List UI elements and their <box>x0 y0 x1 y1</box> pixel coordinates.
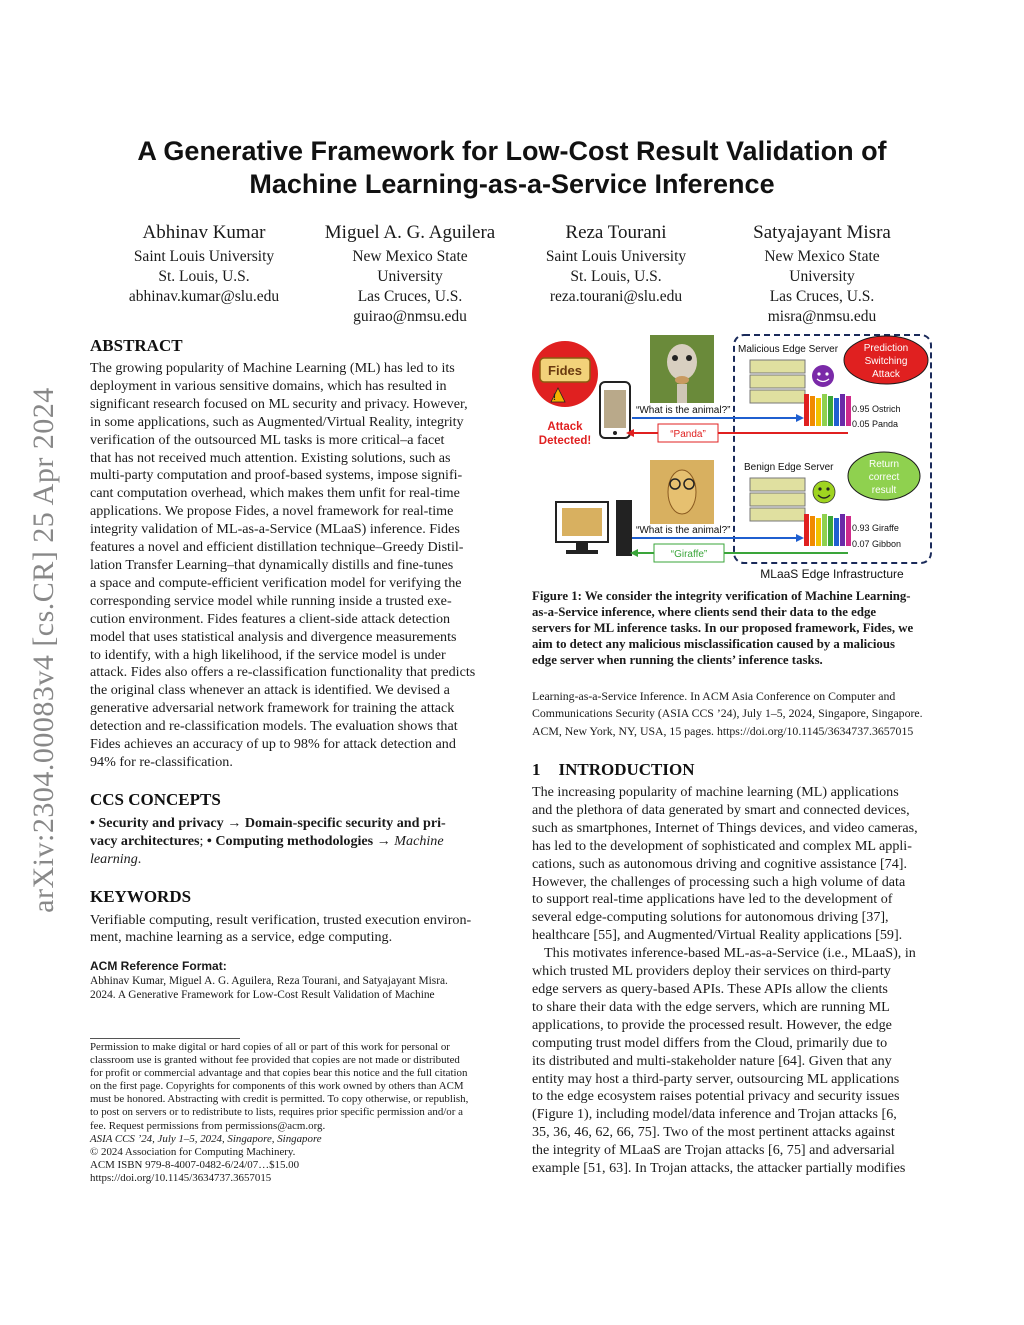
model-layer <box>804 394 809 426</box>
output-probability: 0.07 Gibbon <box>852 539 902 549</box>
malicious-server-label: Malicious Edge Server <box>738 344 839 355</box>
model-layer <box>810 396 815 426</box>
author-name: Miguel A. G. Aguilera <box>324 222 496 243</box>
response-text: “Giraffe” <box>670 549 708 560</box>
model-layer <box>846 516 851 546</box>
abstract-line: Fides achieves an accuracy of up to 98% for attack detection and <box>90 736 456 753</box>
author-block <box>516 221 716 307</box>
abstract-line: significant research focused on ML security and privacy. However, <box>90 395 468 412</box>
author-affiliation: New Mexico State <box>764 248 880 265</box>
ccs-concept: • Computing methodologies → <box>206 832 391 849</box>
abstract-line: model that uses statistical analysis and divergence measurements <box>90 628 457 645</box>
model-layer <box>834 398 839 426</box>
introduction-heading: 1 INTRODUCTION <box>532 760 695 779</box>
introduction-section <box>532 760 935 1178</box>
abstract-line: features a novel and efficient distillation technique–Greedy Distil- <box>90 539 464 556</box>
author-name: Satyajayant Misra <box>753 222 891 243</box>
svg-text:Prediction: Prediction <box>863 343 909 354</box>
author-location: Las Cruces, U.S. <box>769 288 875 305</box>
ccs-concept: • Security and privacy → Domain-specific security and pri- <box>90 814 446 831</box>
author-block <box>310 221 510 327</box>
model-layer <box>834 518 839 546</box>
figure-1-caption: Figure 1: We consider the integrity verification of Machine Learning- as-a-Service inference, where clients send their data to the edge servers for ML inference tasks. In our proposed framework, Fides, we aim to detect any malicious misclassification caused by a malicious edge server when running the clients’ inference tasks. <box>532 589 914 668</box>
model-layer <box>822 514 827 546</box>
author-block <box>722 221 922 327</box>
abstract-line: in some applications, such as Augmented/Virtual Reality, integrity <box>90 413 464 430</box>
abstract-line: 94% for re-classification. <box>90 753 233 770</box>
model-layer <box>840 514 845 546</box>
author-email: misra@nmsu.edu <box>767 308 877 325</box>
abstract-line: The growing popularity of Machine Learning (ML) has led to its <box>90 360 455 376</box>
left-column <box>90 336 493 1003</box>
ccs-heading: CCS CONCEPTS <box>90 789 221 809</box>
model-layer <box>816 398 821 426</box>
model-layer <box>828 516 833 546</box>
acm-ref-heading: ACM Reference Format: <box>90 959 227 974</box>
query-text: “What is the animal?” <box>636 525 731 536</box>
model-layer <box>822 394 827 426</box>
query-text: “What is the animal?” <box>636 405 731 416</box>
abstract-line: cution environment. Fides features a client-side attack detection <box>90 610 451 627</box>
output-probability: 0.95 Ostrich <box>852 404 901 414</box>
author-location: St. Louis, U.S. <box>158 268 250 285</box>
model-layers-benign <box>804 514 851 546</box>
output-probability: 0.05 Panda <box>852 419 899 429</box>
abstract-line: attack. Fides also offers a re-classification functionality that predicts <box>90 664 476 681</box>
author-location: St. Louis, U.S. <box>570 268 662 285</box>
model-layer <box>828 396 833 426</box>
abstract-line: verification of the outsourced ML tasks is more critical–a facet <box>90 431 445 448</box>
abstract-line: detection and re-classification models. The evaluation shows that <box>90 718 458 735</box>
footnote-rule <box>90 1038 240 1039</box>
response-text: “Panda” <box>670 429 706 440</box>
author-email: abhinav.kumar@slu.edu <box>128 288 280 305</box>
abstract-line: to identify, with a high likelihood, if the service model is under <box>90 646 446 663</box>
abstract-line: deployment in various sensitive domains, which has resulted in <box>90 377 447 394</box>
abstract-line: a space and compute-efficient verification model for verifying the <box>90 574 462 591</box>
abstract-line: multi-party computation and proof-based systems, impose signifi- <box>90 467 463 484</box>
model-layer <box>804 514 809 546</box>
model-layers-malicious <box>804 394 851 426</box>
abstract-line: lation Transfer Learning–that dynamically distills and fine-tunes <box>90 556 454 573</box>
model-layer <box>846 396 851 426</box>
model-layer <box>810 516 815 546</box>
author-name: Reza Tourani <box>565 222 667 243</box>
acm-ref-body: Abhinav Kumar, Miguel A. G. Aguilera, Reza Tourani, and Satyajayant Misra. 2024. A Generative Framework for Low-Cost Result Validation of Machine <box>90 975 448 1001</box>
model-layer <box>840 394 845 426</box>
author-affiliation: Saint Louis University <box>545 248 687 265</box>
svg-text:Return: Return <box>868 459 900 470</box>
abstract-line: integrity validation of ML-as-a-Service (MLaaS) inference. Fides <box>90 521 460 538</box>
output-probability: 0.93 Giraffe <box>852 523 899 533</box>
svg-text:Switching: Switching <box>864 356 908 367</box>
author-affiliation: New Mexico State <box>352 248 468 265</box>
copyright-footnote: Permission to make digital or hard copies of all or part of this work for personal or classroom use is granted without fee provided that copies are not made or distributed for profit or commercial advantage and that copies bear this notice and the full citation on the first page. Copyrights for components of this work owned by others than ACM must be honored. Abstracting with credit is permitted. To copy otherwise, or republish, to post on servers or to redistribute to lists, requires prior specific permission and/or a fee. Request permissions from permissions@acm.org. ASIA CCS ’24, July 1–5, 2024, Singapore, Singapore © 2024 Association for Computing Machinery. ACM ISBN 979-8-4007-0482-6/24/07…$15.00 https://doi.org/10.1145/3634737.3657015 <box>90 1041 469 1184</box>
author-affiliation-cont: University <box>789 268 855 285</box>
svg-text:Attack: Attack <box>872 369 900 380</box>
author-name: Abhinav Kumar <box>142 222 266 243</box>
author-email: reza.tourani@slu.edu <box>549 288 683 305</box>
ccs-body: • Security and privacy → Domain-specific security and pri- vacy architectures; • Computing methodologies → Machine learning. <box>90 814 446 867</box>
model-layer <box>816 518 821 546</box>
abstract-line: applications. We propose Fides, a novel framework for real-time <box>90 503 454 520</box>
devil-emoji-icon <box>812 365 834 387</box>
svg-text:Detected!: Detected! <box>538 435 592 447</box>
title-line-2: Machine Learning-as-a-Service Inference <box>249 169 775 199</box>
infrastructure-label: MLaaS Edge Infrastructure <box>760 567 904 581</box>
server-rack-icon <box>750 360 805 403</box>
attack-detected-label: Attack <box>547 421 583 433</box>
abstract-line: the original class whenever an attack is identified. We devised a <box>90 682 450 699</box>
introduction-body: The increasing popularity of machine learning (ML) applications and the plethora of data generated by smart and connected devices, such as smartphones, Internet of Things devices, and video cameras, has led to the development of sophisticated and complex ML appli- cations, such as autonomous driving and cognitive assistance [74]. However, the challenges of processing such a high volume of data to support real-time applications have led to the development of several edge-computing solutions for autonomous driving [37], healthcare [55], and Augmented/Virtual Reality applications [59]. This motivates inference-based ML-as-a-Service (i.e., MLaaS), in which trusted ML providers deploy their services on third-party edge servers as query-based APIs. These APIs allow the clients to share their data with the edge servers, which are running ML applications, to provide the processed result. However, the edge computing trust model differs from the Cloud, primarily due to its distributed and multi-stakeholder nature [64]. Given that any entity may host a third-party server, outsourcing ML applications to the edge ecosystem raises potential privacy and security issues (Figure 1), including model/data inference and Trojan attacks [6, 35, 36, 46, 62, 66, 75]. Two of the most pertinent attacks against the integrity of MLaaS are Trojan attacks [6, 75] and adversarial example [51, 63]. In Trojan attacks, the attacker partially modifies <box>532 784 918 1177</box>
author-affiliation: Saint Louis University <box>133 248 275 265</box>
acm-ref-continuation: Learning-as-a-Service Inference. In ACM Asia Conference on Computer and Communications Security (ASIA CCS ’24), July 1–5, 2024, Singapore, Singapore. ACM, New York, NY, USA, 15 pages. https://doi.org/10.1145/3634737.3657015 <box>532 689 923 738</box>
benign-server-label: Benign Edge Server <box>744 462 834 473</box>
abstract-line: that has not received much attention. Existing solutions, such as <box>90 449 451 466</box>
figure-1-diagram <box>528 332 940 584</box>
server-rack-icon <box>750 478 805 521</box>
author-affiliation-cont: University <box>377 268 443 285</box>
svg-text:correct: correct <box>868 472 900 483</box>
abstract-line: corresponding service model while running inside a trusted exe- <box>90 592 452 609</box>
author-location: Las Cruces, U.S. <box>357 288 463 305</box>
arxiv-sidebar-identifier: arXiv:2304.00083v4 [cs.CR] 25 Apr 2024 <box>27 387 60 913</box>
author-email: guirao@nmsu.edu <box>353 308 467 325</box>
abstract-body <box>90 360 493 772</box>
paper-title <box>60 135 964 201</box>
fides-label: Fides <box>548 363 582 378</box>
smiley-emoji-icon <box>813 481 835 503</box>
keywords-heading: KEYWORDS <box>90 886 192 906</box>
title-line-1: A Generative Framework for Low-Cost Result Validation of <box>137 136 887 166</box>
keywords-body: Verifiable computing, result verification, trusted execution environ- ment, machine learning as a service, edge computing. <box>90 911 472 946</box>
svg-text:result: result <box>871 485 897 496</box>
abstract-heading: ABSTRACT <box>90 336 183 355</box>
abstract-line: cant computation overhead, which makes them unfit for real-time <box>90 485 460 502</box>
author-block <box>104 221 304 307</box>
abstract-line: generative adversarial network framework for training the attack <box>90 700 455 717</box>
svg-text:!: ! <box>553 392 556 402</box>
ccs-concept: vacy architectures <box>90 832 200 849</box>
